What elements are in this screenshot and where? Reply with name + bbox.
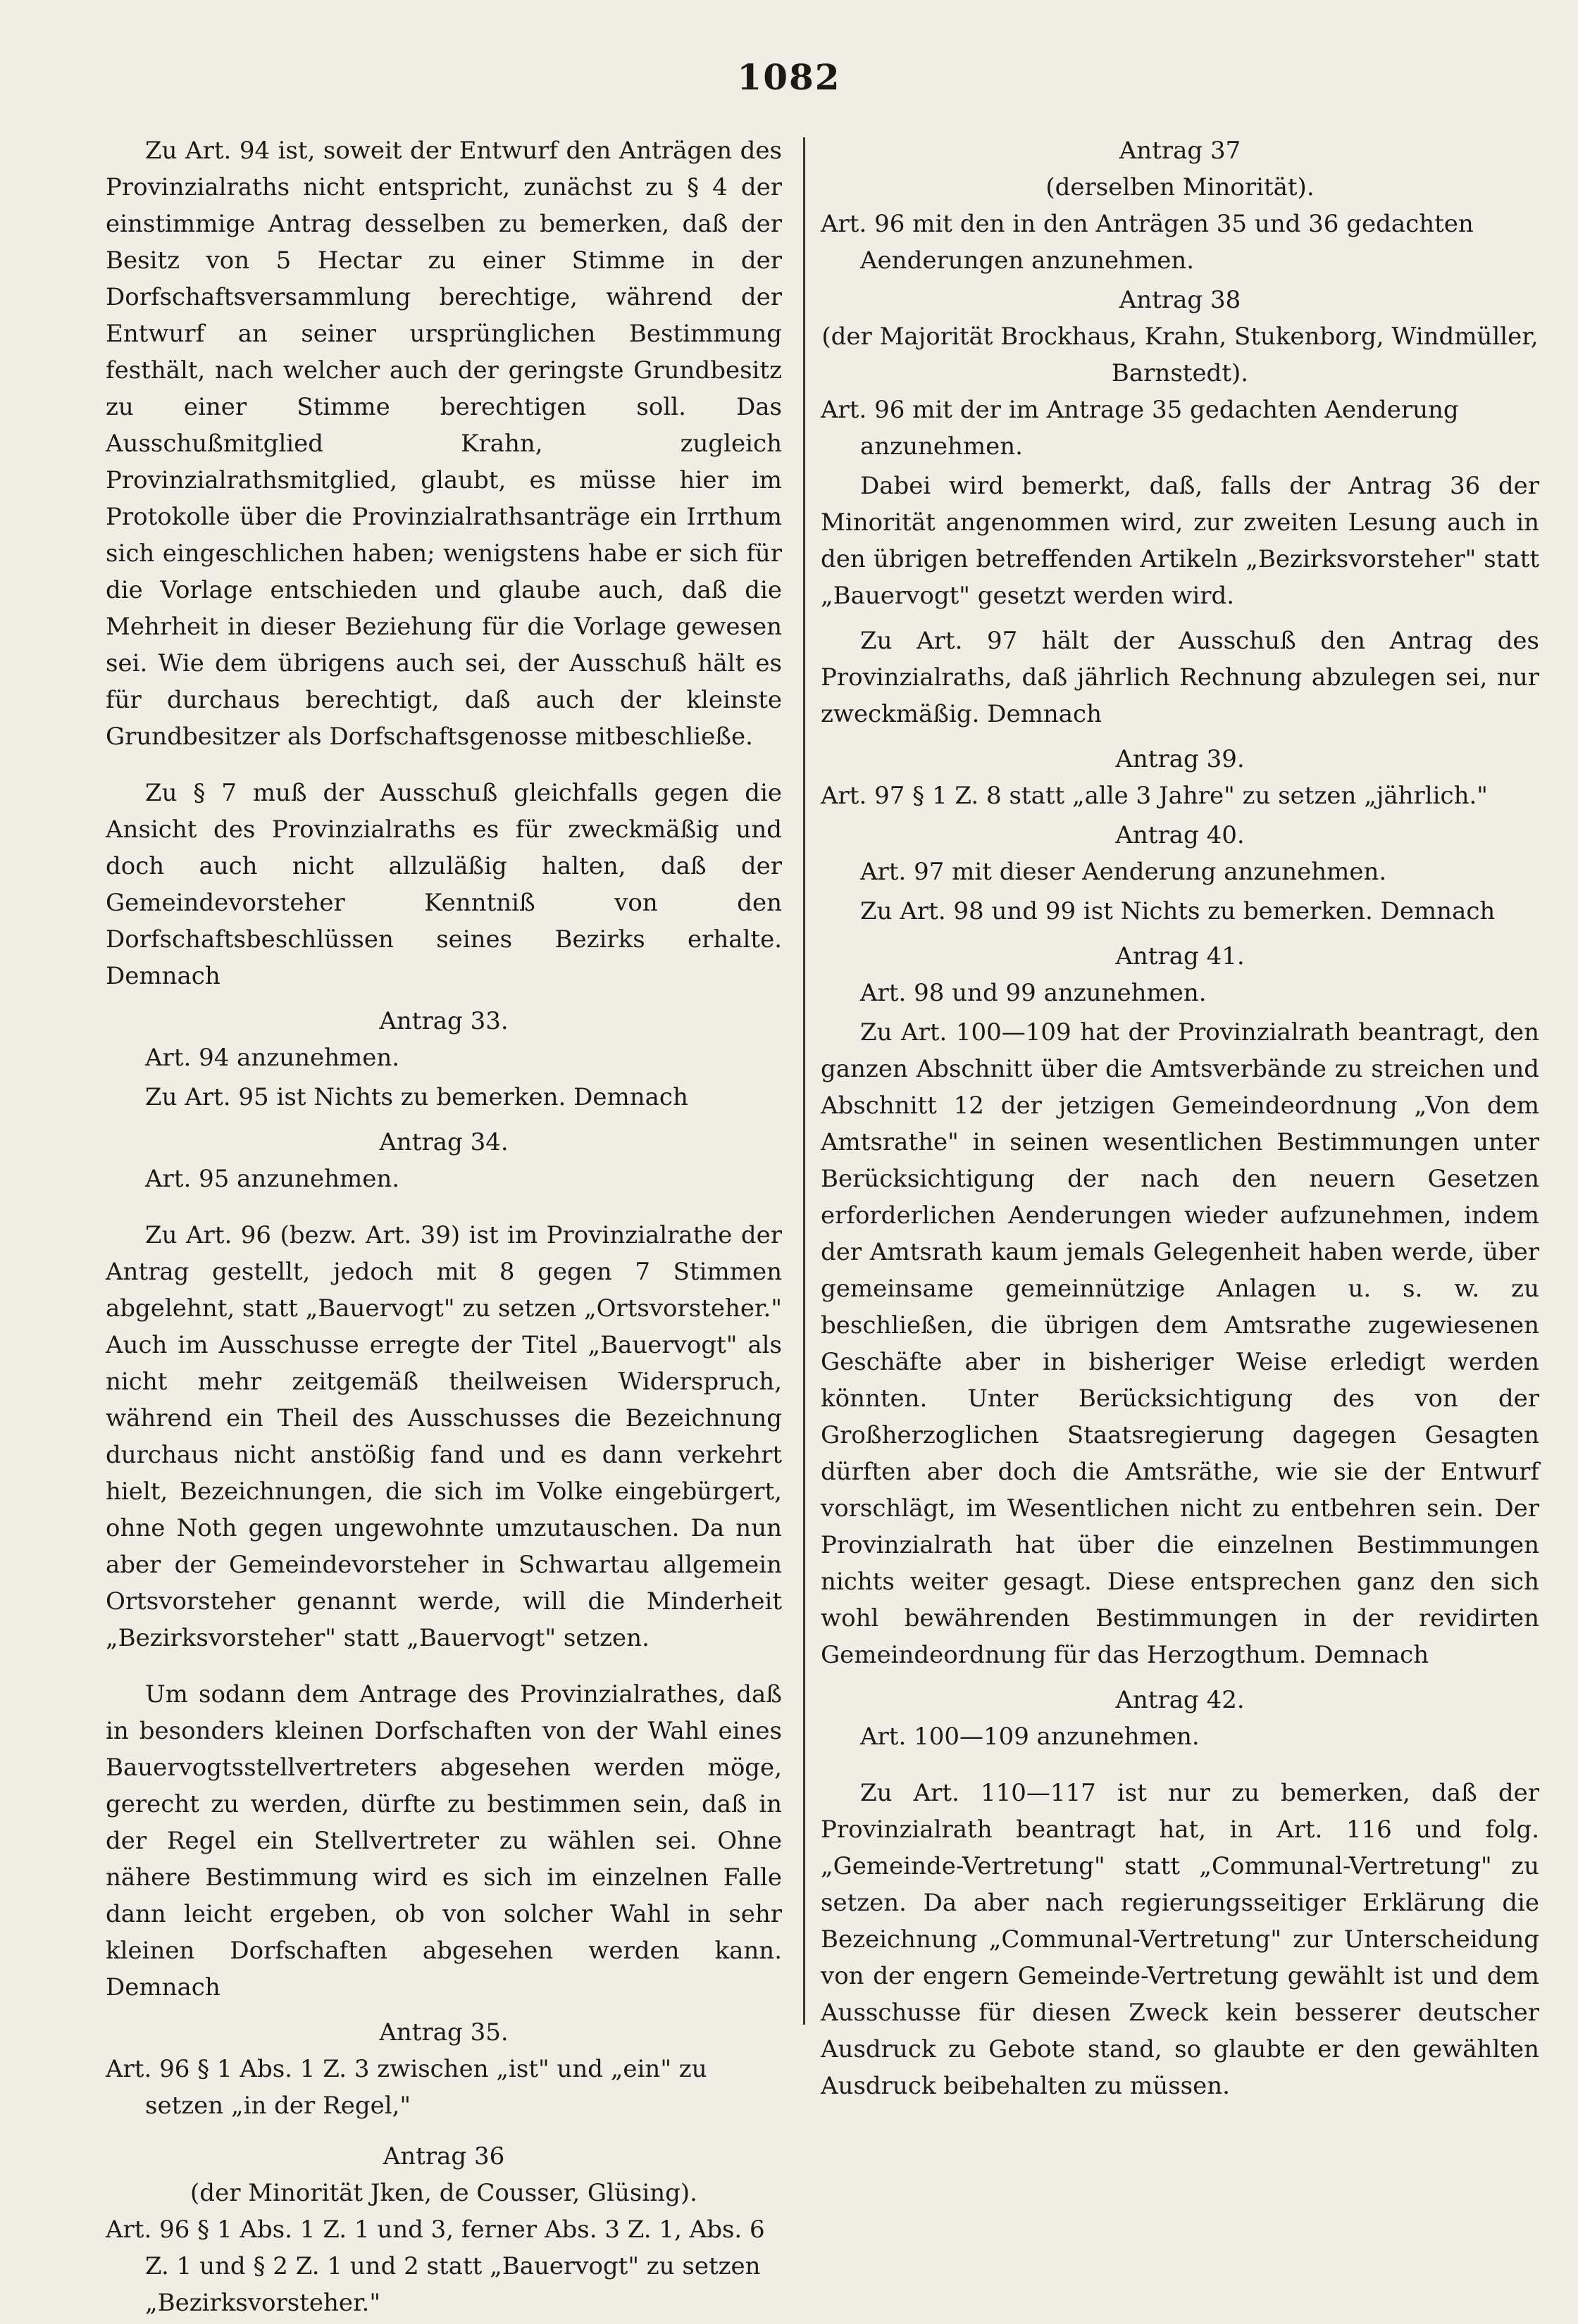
antrag-38-text: Art. 96 mit der im Antrage 35 gedachten Aenderung anzunehmen. [821,396,1459,461]
antrag-36-title: Antrag 36 [383,2142,505,2170]
antrag-35-title: Antrag 35. [379,2018,509,2047]
paragraph-art-110-117: Zu Art. 110—117 ist nur zu bemerken, daß der Provinzialrath beantragt hat, in Art. 116 und folg. „Gemeinde-Vertretung" statt „Communal-Vertretung" zu setzen. Da aber nach regierungsseitiger Erklärung die Bezeichnung „Communal-Vertretung" zur Unterscheidung von der engern Gemeinde-Vertretung gewählt ist und dem Ausschusse für diesen Zweck kein besserer deutscher Ausdruck zu Gebote stand, so glaubte er den gewählten Ausdruck beibehalten zu müssen. [821,1779,1539,2100]
paragraph-art-100-109: Zu Art. 100—109 hat der Provinzialrath beantragt, den ganzen Abschnitt über die Amtsverbände zu streichen und Abschnitt 12 der jetzigen Gemeindeordnung „Von dem Amtsrathe" in seinen wesentlichen Bestimmungen unter Berücksichtigung der nach den neuern Gesetzen erforderlichen Aenderungen wieder aufzunehmen, indem der Amtsrath kaum jemals Gelegenheit haben werde, über gemeinsame gemeinnützige Anlagen u. s. w. zu beschließen, die übrigen dem Amtsrathe zugewiesenen Geschäfte aber in bisheriger Weise erledigt werden könnten. Unter Berücksichtigung des von der Großherzoglichen Staatsregierung dagegen Gesagten dürften aber doch die Amtsräthe, wie sie der Entwurf vorschlägt, im Wesentlichen nicht zu entbehren sein. Der Provinzialrath hat über die einzelnen Bestimmungen nichts weiter gesagt. Diese entsprechen ganz den sich wohl bewährenden Bestimmungen in der revidirten Gemeindeordnung für das Herzogthum. Demnach [821,1018,1539,1669]
antrag-38-title: Antrag 38 [1119,286,1241,314]
antrag-40-title: Antrag 40. [1115,821,1245,849]
antrag-41-title: Antrag 41. [1115,942,1245,970]
antrag-34-text: Art. 95 anzunehmen. [145,1165,400,1193]
left-column [106,132,782,2324]
antrag-36-subtitle: (der Minorität Jken, de Cousser, Glüsing). [190,2179,697,2207]
antrag-34-title: Antrag 34. [379,1128,509,1156]
antrag-39-title: Antrag 39. [1115,745,1245,773]
antrag-35-text: Art. 96 § 1 Abs. 1 Z. 3 zwischen „ist" und „ein" zu setzen „in der Regel," [106,2055,707,2120]
antrag-36-text: Art. 96 § 1 Abs. 1 Z. 1 und 3, ferner Abs. 3 Z. 1, Abs. 6 Z. 1 und § 2 Z. 1 und 2 statt „Bauervogt" zu setzen „Bezirksvorsteher." [106,2216,765,2317]
antrag-42-title: Antrag 42. [1115,1686,1245,1714]
antrag-37-subtitle: (derselben Minorität). [1045,173,1315,201]
antrag-38-subtitle: (der Majorität Brockhaus, Krahn, Stukenborg, Windmüller, Barnstedt). [821,323,1539,387]
right-column [821,132,1539,2113]
page-number: 1082 [737,56,841,98]
paragraph-art-94: Zu Art. 94 ist, soweit der Entwurf den Anträgen des Provinzialraths nicht entspricht, zunächst zu § 4 der einstimmige Antrag desselben zu bemerken, daß der Besitz von 5 Hectar zu einer Stimme in der Dorfschaftsversammlung berechtige, während der Entwurf an seiner ursprünglichen Bestimmung festhält, nach welcher auch der geringste Grundbesitz zu einer Stimme berechtigen soll. Das Ausschußmitglied Krahn, zugleich Provinzialrathsmitglied, glaubt, es müsse hier im Protokolle über die Provinzialrathsanträge ein Irrthum sich eingeschlichen haben; wenigstens habe er sich für die Vorlage entschieden und glaube auch, daß die Mehrheit in dieser Beziehung für die Vorlage gewesen sei. Wie dem übrigens auch sei, der Ausschuß hält es für durchaus berechtigt, daß auch der kleinste Grundbesitzer als Dorfschaftsgenosse mitbeschließe. [106,137,782,751]
antrag-40-text: Art. 97 mit dieser Aenderung anzunehmen. [860,858,1387,886]
paragraph-art-95: Zu Art. 95 ist Nichts zu bemerken. Demnach [145,1083,688,1111]
paragraph-bemerkung: Dabei wird bemerkt, daß, falls der Antrag 36 der Minorität angenommen wird, zur zweiten Lesung auch in den übrigen betreffenden Artikeln „Bezirksvorsteher" statt „Bauervogt" gesetzt werden wird. [821,472,1539,610]
antrag-33-text: Art. 94 anzunehmen. [145,1044,400,1072]
paragraph-art-98-99: Zu Art. 98 und 99 ist Nichts zu bemerken. Demnach [860,897,1496,925]
column-divider [803,137,805,2025]
antrag-41-text: Art. 98 und 99 anzunehmen. [860,979,1207,1007]
antrag-37-text: Art. 96 mit den in den Anträgen 35 und 36 gedachten Aenderungen anzunehmen. [821,210,1474,275]
paragraph-stellvertreter: Um sodann dem Antrage des Provinzialrathes, daß in besonders kleinen Dorfschaften von der Wahl eines Bauervogtsstellvertreters abgesehen werden möge, gerecht zu werden, dürfte zu bestimmen sein, daß in der Regel ein Stellvertreter zu wählen sei. Ohne nähere Bestimmung wird es sich im einzelnen Falle dann leicht ergeben, ob von solcher Wahl in sehr kleinen Dorfschaften abgesehen werden kann. Demnach [106,1680,782,2001]
paragraph-art-96: Zu Art. 96 (bezw. Art. 39) ist im Provinzialrathe der Antrag gestellt, jedoch mit 8 gegen 7 Stimmen abgelehnt, statt „Bauervogt" zu setzen „Ortsvorsteher." Auch im Ausschusse erregte der Titel „Bauervogt" als nicht mehr zeitgemäß theilweisen Widerspruch, während ein Theil des Ausschusses die Bezeichnung durchaus nicht anstößig fand und es dann verkehrt hielt, Bezeichnungen, die sich im Volke eingebürgert, ohne Noth gegen ungewohnte umzutauschen. Da nun aber der Gemeindevorsteher in Schwartau allgemein Ortsvorsteher genannt werde, will die Minderheit „Bezirksvorsteher" statt „Bauervogt" setzen. [106,1221,782,1652]
antrag-37-title: Antrag 37 [1119,137,1241,165]
paragraph-art-97: Zu Art. 97 hält der Ausschuß den Antrag des Provinzialraths, daß jährlich Rechnung abzulegen sei, nur zweckmäßig. Demnach [821,627,1539,728]
antrag-39-text: Art. 97 § 1 Z. 8 statt „alle 3 Jahre" zu setzen „jährlich." [821,782,1488,810]
paragraph-section-7: Zu § 7 muß der Ausschuß gleichfalls gegen die Ansicht des Provinzialraths es für zweckmäßig und doch auch nicht allzuläßig halten, daß der Gemeindevorsteher Kenntniß von den Dorfschaftsbeschlüssen seines Bezirks erhalte. Demnach [106,779,782,990]
antrag-42-text: Art. 100—109 anzunehmen. [860,1723,1200,1751]
antrag-33-title: Antrag 33. [379,1007,509,1035]
